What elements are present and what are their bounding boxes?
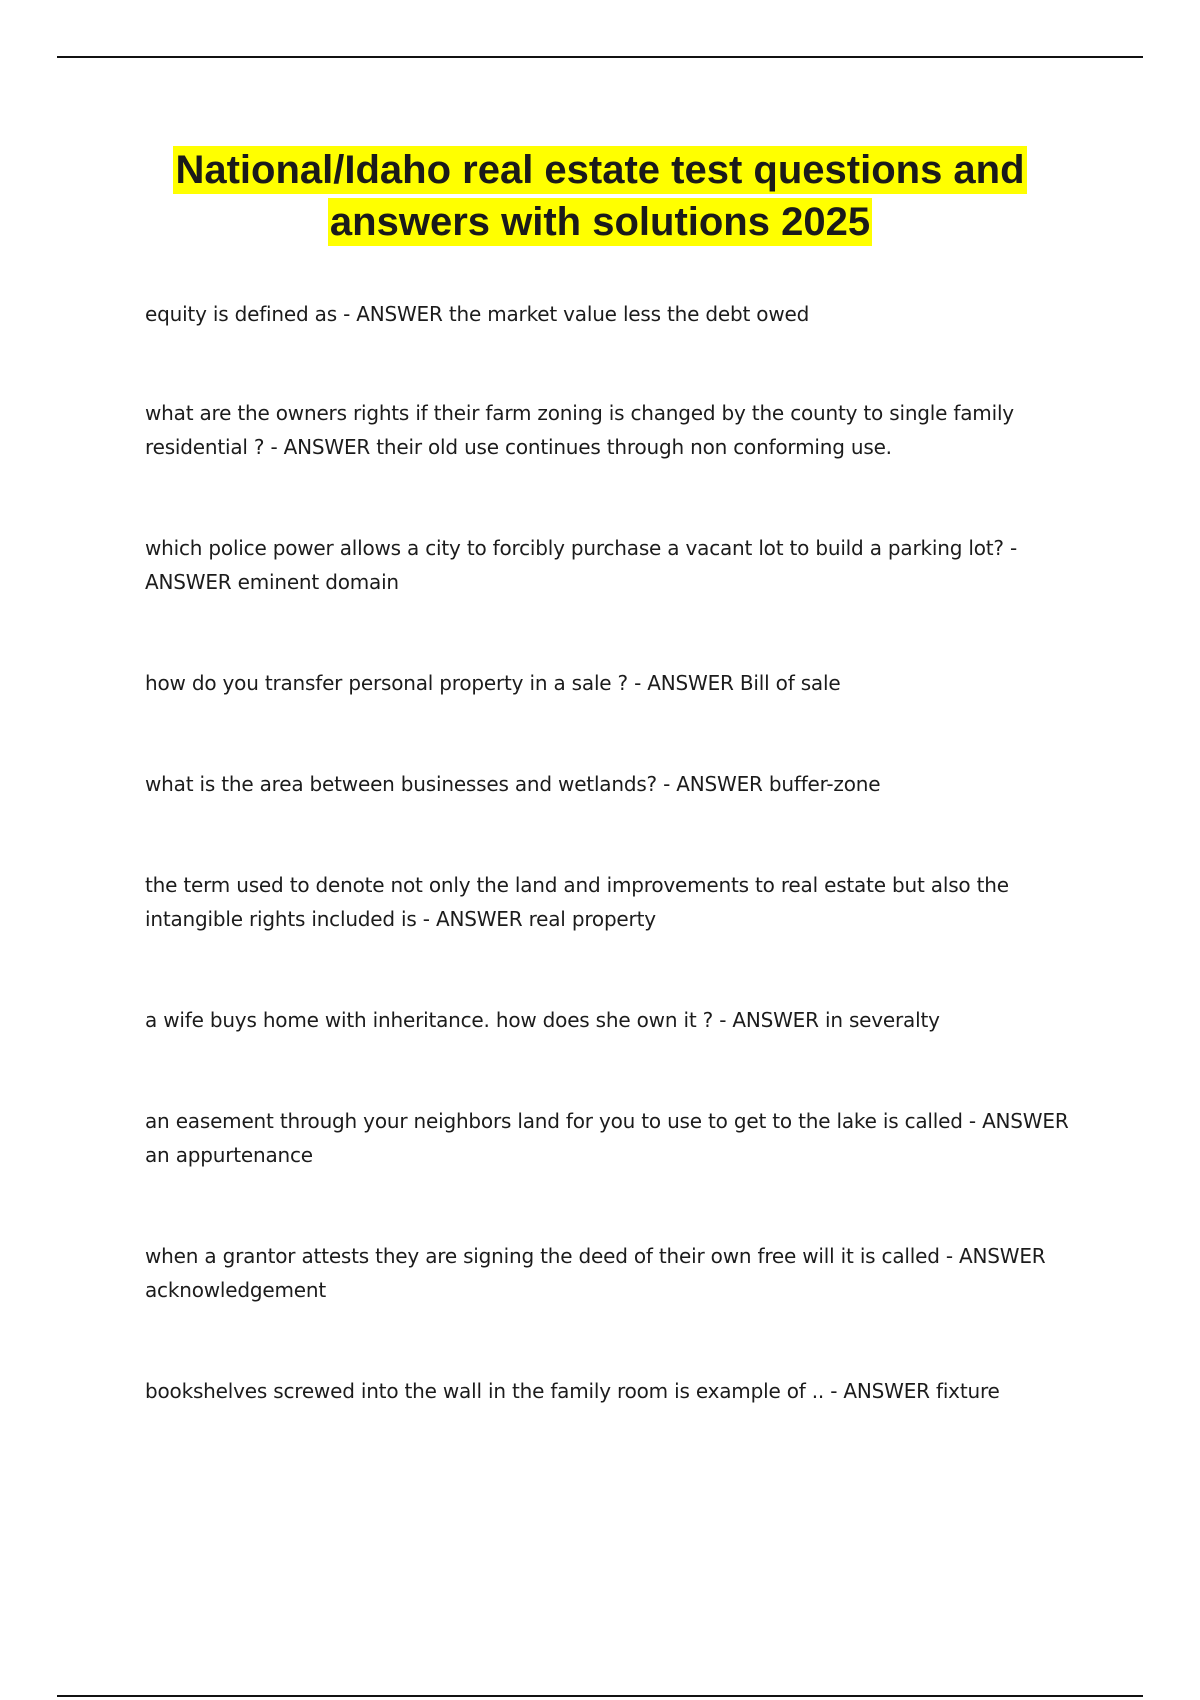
qa-item-4: how do you transfer personal property in a sale ? - ANSWER Bill of sale <box>145 671 841 695</box>
qa-item-10: bookshelves screwed into the wall in the family room is example of .. - ANSWER fixture <box>145 1379 1000 1403</box>
qa-item-2: what are the owners rights if their farm zoning is changed by the county to single family residential ? - ANSWER their old use continues through non conforming use. <box>145 401 1014 459</box>
title-highlight: National/Idaho real estate test questions and answers with solutions 2025 <box>175 148 1025 244</box>
qa-item-6: the term used to denote not only the land and improvements to real estate but also the intangible rights included is - ANSWER real property <box>145 873 1009 931</box>
document-title <box>120 144 1080 248</box>
qa-item-5: what is the area between businesses and wetlands? - ANSWER buffer-zone <box>145 772 881 796</box>
qa-item-8: an easement through your neighbors land for you to use to get to the lake is called - ANSWER an appurtenance <box>145 1109 1069 1167</box>
qa-item-3: which police power allows a city to forcibly purchase a vacant lot to build a parking lot? - ANSWER eminent domain <box>145 536 1017 594</box>
qa-item-9: when a grantor attests they are signing the deed of their own free will it is called - ANSWER acknowledgement <box>145 1244 1046 1302</box>
qa-item-7: a wife buys home with inheritance. how does she own it ? - ANSWER in severalty <box>145 1008 940 1032</box>
top-rule <box>57 56 1143 58</box>
qa-item-1: equity is defined as - ANSWER the market value less the debt owed <box>145 302 810 326</box>
bottom-rule <box>57 1695 1143 1697</box>
